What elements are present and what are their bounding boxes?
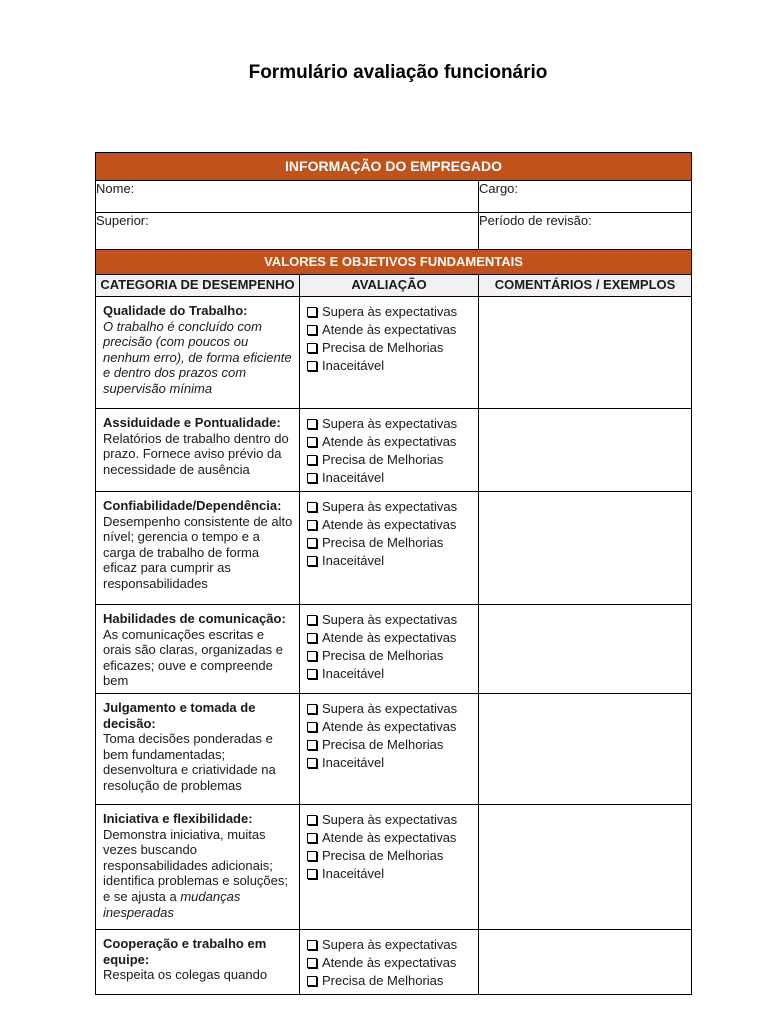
comments-cell[interactable] bbox=[479, 805, 692, 930]
checkbox-icon[interactable] bbox=[307, 851, 317, 861]
criterion-description: Toma decisões ponderadas e bem fundamentadas; desenvoltura e criatividade na resolução de problemas bbox=[103, 731, 276, 793]
employee-info-header-row bbox=[96, 153, 692, 181]
criterion-cell bbox=[96, 930, 300, 995]
checkbox-icon[interactable] bbox=[307, 361, 317, 371]
option-label: Inaceitável bbox=[322, 553, 385, 569]
rating-option-meets[interactable] bbox=[307, 829, 474, 847]
rating-cell bbox=[300, 605, 479, 694]
checkbox-icon[interactable] bbox=[307, 473, 317, 483]
option-label: Supera às expectativas bbox=[322, 304, 458, 320]
option-label: Inaceitável bbox=[322, 666, 385, 682]
criterion-title: Julgamento e tomada de decisão: bbox=[103, 700, 256, 731]
checkbox-icon[interactable] bbox=[307, 343, 317, 353]
rating-option-exceeds[interactable] bbox=[307, 498, 474, 516]
checkbox-icon[interactable] bbox=[307, 833, 317, 843]
rating-cell bbox=[300, 930, 479, 995]
rating-option-needs-improvement[interactable] bbox=[307, 847, 474, 865]
rating-option-needs-improvement[interactable] bbox=[307, 736, 474, 754]
position-label: Cargo: bbox=[479, 181, 519, 196]
evaluation-form-table bbox=[95, 152, 692, 995]
checkbox-icon[interactable] bbox=[307, 615, 317, 625]
option-label: Atende às expectativas bbox=[322, 630, 457, 646]
rating-option-exceeds[interactable] bbox=[307, 811, 474, 829]
table-row bbox=[96, 805, 692, 930]
checkbox-icon[interactable] bbox=[307, 633, 317, 643]
checkbox-icon[interactable] bbox=[307, 958, 317, 968]
criterion-description: O trabalho é concluído com precisão (com poucos ou nenhum erro), de forma eficiente e dentro dos prazos com supervisão mínima bbox=[103, 318, 292, 396]
criterion-title: Iniciativa e flexibilidade: bbox=[103, 811, 253, 826]
option-label: Precisa de Melhorias bbox=[322, 340, 444, 356]
comments-cell[interactable] bbox=[479, 492, 692, 605]
option-label: Inaceitável bbox=[322, 470, 385, 486]
checkbox-icon[interactable] bbox=[307, 940, 317, 950]
criterion-title: Habilidades de comunicação: bbox=[103, 611, 286, 626]
table-row bbox=[96, 297, 692, 409]
comments-cell[interactable] bbox=[479, 930, 692, 995]
option-label: Atende às expectativas bbox=[322, 719, 457, 735]
option-label: Precisa de Melhorias bbox=[322, 535, 444, 551]
option-label: Atende às expectativas bbox=[322, 434, 457, 450]
review-period-field[interactable] bbox=[479, 213, 692, 250]
option-label: Supera às expectativas bbox=[322, 937, 458, 953]
checkbox-icon[interactable] bbox=[307, 651, 317, 661]
checkbox-icon[interactable] bbox=[307, 669, 317, 679]
rating-option-needs-improvement[interactable] bbox=[307, 972, 474, 990]
values-header-row bbox=[96, 250, 692, 275]
checkbox-icon[interactable] bbox=[307, 815, 317, 825]
rating-option-exceeds[interactable] bbox=[307, 700, 474, 718]
checkbox-icon[interactable] bbox=[307, 556, 317, 566]
rating-option-meets[interactable] bbox=[307, 629, 474, 647]
rating-cell bbox=[300, 694, 479, 805]
criterion-cell bbox=[96, 605, 300, 694]
rating-option-meets[interactable] bbox=[307, 321, 474, 339]
option-label: Inaceitável bbox=[322, 358, 385, 374]
criterion-description: Relatórios de trabalho dentro do prazo. Fornece aviso prévio da necessidade de ausência bbox=[103, 430, 289, 477]
rating-option-needs-improvement[interactable] bbox=[307, 451, 474, 469]
checkbox-icon[interactable] bbox=[307, 976, 317, 986]
criterion-description: As comunicações escritas e orais são claras, organizadas e eficazes; ouve e compreende bem bbox=[103, 626, 283, 689]
rating-option-meets[interactable] bbox=[307, 516, 474, 534]
criterion-cell bbox=[96, 409, 300, 492]
rating-option-unacceptable[interactable] bbox=[307, 357, 474, 375]
option-label: Supera às expectativas bbox=[322, 416, 458, 432]
comments-cell[interactable] bbox=[479, 297, 692, 409]
rating-option-unacceptable[interactable] bbox=[307, 552, 474, 570]
checkbox-icon[interactable] bbox=[307, 455, 317, 465]
checkbox-icon[interactable] bbox=[307, 419, 317, 429]
option-label: Supera às expectativas bbox=[322, 499, 458, 515]
criterion-description bbox=[103, 827, 293, 921]
rating-option-meets[interactable] bbox=[307, 954, 474, 972]
table-row bbox=[96, 492, 692, 605]
criterion-description-text: Demonstra iniciativa, muitas vezes buscando responsabilidades adicionais; identifica problemas e soluções; e se ajusta a bbox=[103, 826, 288, 904]
option-label: Atende às expectativas bbox=[322, 830, 457, 846]
column-header-rating: AVALIAÇÃO bbox=[300, 275, 479, 297]
rating-option-unacceptable[interactable] bbox=[307, 469, 474, 487]
option-label: Inaceitável bbox=[322, 755, 385, 771]
checkbox-icon[interactable] bbox=[307, 869, 317, 879]
supervisor-field[interactable] bbox=[96, 213, 479, 250]
criterion-description-italic: mudanças inesperadas bbox=[103, 888, 241, 920]
table-row bbox=[96, 930, 692, 995]
review-period-label: Período de revisão: bbox=[479, 213, 592, 228]
name-label: Nome: bbox=[96, 181, 135, 196]
option-label: Precisa de Melhorias bbox=[322, 648, 444, 664]
column-header-comments: COMENTÁRIOS / EXEMPLOS bbox=[479, 275, 692, 297]
option-label: Precisa de Melhorias bbox=[322, 973, 444, 989]
rating-option-needs-improvement[interactable] bbox=[307, 534, 474, 552]
option-label: Atende às expectativas bbox=[322, 955, 457, 971]
option-label: Inaceitável bbox=[322, 866, 385, 882]
criterion-title: Qualidade do Trabalho: bbox=[103, 303, 248, 318]
comments-cell[interactable] bbox=[479, 409, 692, 492]
supervisor-label: Superior: bbox=[96, 213, 149, 228]
criterion-cell bbox=[96, 805, 300, 930]
checkbox-icon[interactable] bbox=[307, 704, 317, 714]
option-label: Precisa de Melhorias bbox=[322, 737, 444, 753]
criterion-cell bbox=[96, 694, 300, 805]
table-row bbox=[96, 694, 692, 805]
checkbox-icon[interactable] bbox=[307, 740, 317, 750]
rating-option-meets[interactable] bbox=[307, 718, 474, 736]
option-label: Supera às expectativas bbox=[322, 612, 458, 628]
comments-cell[interactable] bbox=[479, 605, 692, 694]
name-field[interactable] bbox=[96, 181, 479, 213]
option-label: Atende às expectativas bbox=[322, 322, 457, 338]
rating-option-unacceptable[interactable] bbox=[307, 665, 474, 683]
comments-cell[interactable] bbox=[479, 694, 692, 805]
checkbox-icon[interactable] bbox=[307, 520, 317, 530]
rating-option-unacceptable[interactable] bbox=[307, 865, 474, 883]
employee-info-header: INFORMAÇÃO DO EMPREGADO bbox=[96, 153, 692, 181]
rating-option-exceeds[interactable] bbox=[307, 611, 474, 629]
option-label: Precisa de Melhorias bbox=[322, 848, 444, 864]
checkbox-icon[interactable] bbox=[307, 758, 317, 768]
info-row-1 bbox=[96, 181, 692, 213]
rating-option-exceeds[interactable] bbox=[307, 415, 474, 433]
rating-cell bbox=[300, 297, 479, 409]
criterion-title: Cooperação e trabalho em equipe: bbox=[103, 936, 267, 967]
option-label: Atende às expectativas bbox=[322, 517, 457, 533]
criterion-description: Desempenho consistente de alto nível; gerencia o tempo e a carga de trabalho de forma eficaz para cumprir as responsabilidades bbox=[103, 513, 293, 591]
rating-cell bbox=[300, 409, 479, 492]
rating-option-unacceptable[interactable] bbox=[307, 754, 474, 772]
position-field[interactable] bbox=[479, 181, 692, 213]
criterion-description: Respeita os colegas quando bbox=[103, 967, 268, 983]
criterion-title: Assiduidade e Pontualidade: bbox=[103, 415, 281, 430]
rating-option-needs-improvement[interactable] bbox=[307, 647, 474, 665]
values-header: VALORES E OBJETIVOS FUNDAMENTAIS bbox=[96, 250, 692, 275]
checkbox-icon[interactable] bbox=[307, 307, 317, 317]
checkbox-icon[interactable] bbox=[307, 538, 317, 548]
rating-option-needs-improvement[interactable] bbox=[307, 339, 474, 357]
criterion-title: Confiabilidade/Dependência: bbox=[103, 498, 282, 513]
criterion-cell bbox=[96, 297, 300, 409]
checkbox-icon[interactable] bbox=[307, 325, 317, 335]
column-header-category: CATEGORIA DE DESEMPENHO bbox=[96, 275, 300, 297]
rating-option-meets[interactable] bbox=[307, 433, 474, 451]
rating-option-exceeds[interactable] bbox=[307, 303, 474, 321]
checkbox-icon[interactable] bbox=[307, 722, 317, 732]
criterion-cell bbox=[96, 492, 300, 605]
page-title: Formulário avaliação funcionário bbox=[248, 62, 548, 83]
table-row bbox=[96, 605, 692, 694]
option-label: Precisa de Melhorias bbox=[322, 452, 444, 468]
rating-option-exceeds[interactable] bbox=[307, 936, 474, 954]
rating-cell bbox=[300, 492, 479, 605]
table-row bbox=[96, 409, 692, 492]
checkbox-icon[interactable] bbox=[307, 437, 317, 447]
option-label: Supera às expectativas bbox=[322, 701, 458, 717]
info-row-2 bbox=[96, 213, 692, 250]
checkbox-icon[interactable] bbox=[307, 502, 317, 512]
rating-cell bbox=[300, 805, 479, 930]
option-label: Supera às expectativas bbox=[322, 812, 458, 828]
column-header-row bbox=[96, 275, 692, 297]
